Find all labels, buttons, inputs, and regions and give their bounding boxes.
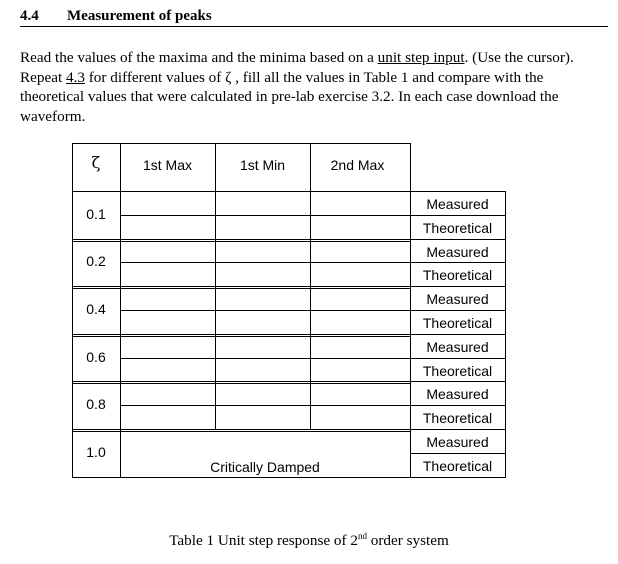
section-number: 4.4: [20, 8, 39, 24]
measured-label: Measured: [426, 291, 489, 308]
caption-text-end: order system: [366, 532, 449, 550]
table-caption: [0, 531, 618, 550]
row-border: [72, 241, 410, 242]
col-header-1st-max: 1st Max: [142, 157, 192, 173]
zeta-value: 0.8: [86, 396, 106, 413]
measured-label: Measured: [426, 434, 489, 450]
measured-label: Measured: [426, 243, 489, 260]
caption-text: Table 1 Unit step response of 2: [169, 532, 358, 550]
row-border: [72, 429, 506, 430]
theoretical-label: Theoretical: [422, 267, 493, 284]
row-border: [72, 431, 410, 432]
row-mid-line: [120, 358, 506, 359]
measured-label: Measured: [426, 338, 489, 355]
caption-superscript: nd: [357, 531, 367, 541]
row-border: [72, 334, 506, 335]
header-divider: [310, 143, 311, 191]
row-mid-line: [120, 262, 506, 263]
zeta-value: 1.0: [86, 443, 106, 460]
zeta-header: ζ: [91, 153, 101, 172]
row-mid-line: [120, 215, 506, 216]
row-border: [72, 383, 410, 384]
unit-step-input-link[interactable]: unit step input: [377, 49, 465, 66]
header-divider: [120, 143, 121, 191]
para-text-3: for different values of ζ , fill all the values in Table 1 and compare with the theoretical values that were calculated in pre-lab exercise 3.2. In each case download the waveform.: [20, 68, 559, 125]
header-right-border: [410, 143, 411, 191]
theoretical-label: Theoretical: [422, 362, 493, 379]
zeta-value: 0.1: [86, 205, 106, 222]
row-border: [72, 288, 410, 289]
zeta-value: 0.2: [86, 253, 106, 270]
row-mid-line: [410, 453, 506, 454]
col-header-1st-min: 1st Min: [239, 157, 286, 173]
section-title: Measurement of peaks: [67, 8, 212, 24]
zeta-value: 0.6: [86, 348, 106, 365]
measured-label: Measured: [426, 386, 489, 403]
header-divider: [215, 143, 216, 191]
row-border: [72, 191, 506, 192]
table-top-border: [72, 143, 410, 144]
row-border: [72, 239, 506, 240]
zeta-value: 0.4: [86, 301, 106, 317]
row-border: [72, 336, 410, 337]
header-left-border: [72, 143, 73, 191]
para-text-1: Read the values of the maxima and the minima based on a: [20, 49, 378, 66]
table-bottom-border: [72, 477, 506, 478]
section-header: [20, 8, 608, 27]
col-header-2nd-max: 2nd Max: [330, 157, 385, 173]
instructions-paragraph: [20, 48, 610, 126]
critically-damped-label: Critically Damped: [210, 459, 320, 475]
section-4-3-link[interactable]: 4.3: [65, 68, 85, 86]
row-mid-line: [120, 310, 506, 311]
row-mid-line: [120, 405, 506, 406]
peaks-table: [72, 143, 505, 479]
theoretical-label: Theoretical: [422, 457, 493, 474]
row-border: [72, 381, 506, 382]
measured-label: Measured: [426, 196, 489, 212]
theoretical-label: Theoretical: [422, 315, 493, 331]
row-border: [72, 286, 506, 287]
theoretical-label: Theoretical: [422, 410, 493, 427]
theoretical-label: Theoretical: [422, 219, 493, 236]
para-text-2: . (Use the cursor). Repeat: [20, 49, 574, 86]
